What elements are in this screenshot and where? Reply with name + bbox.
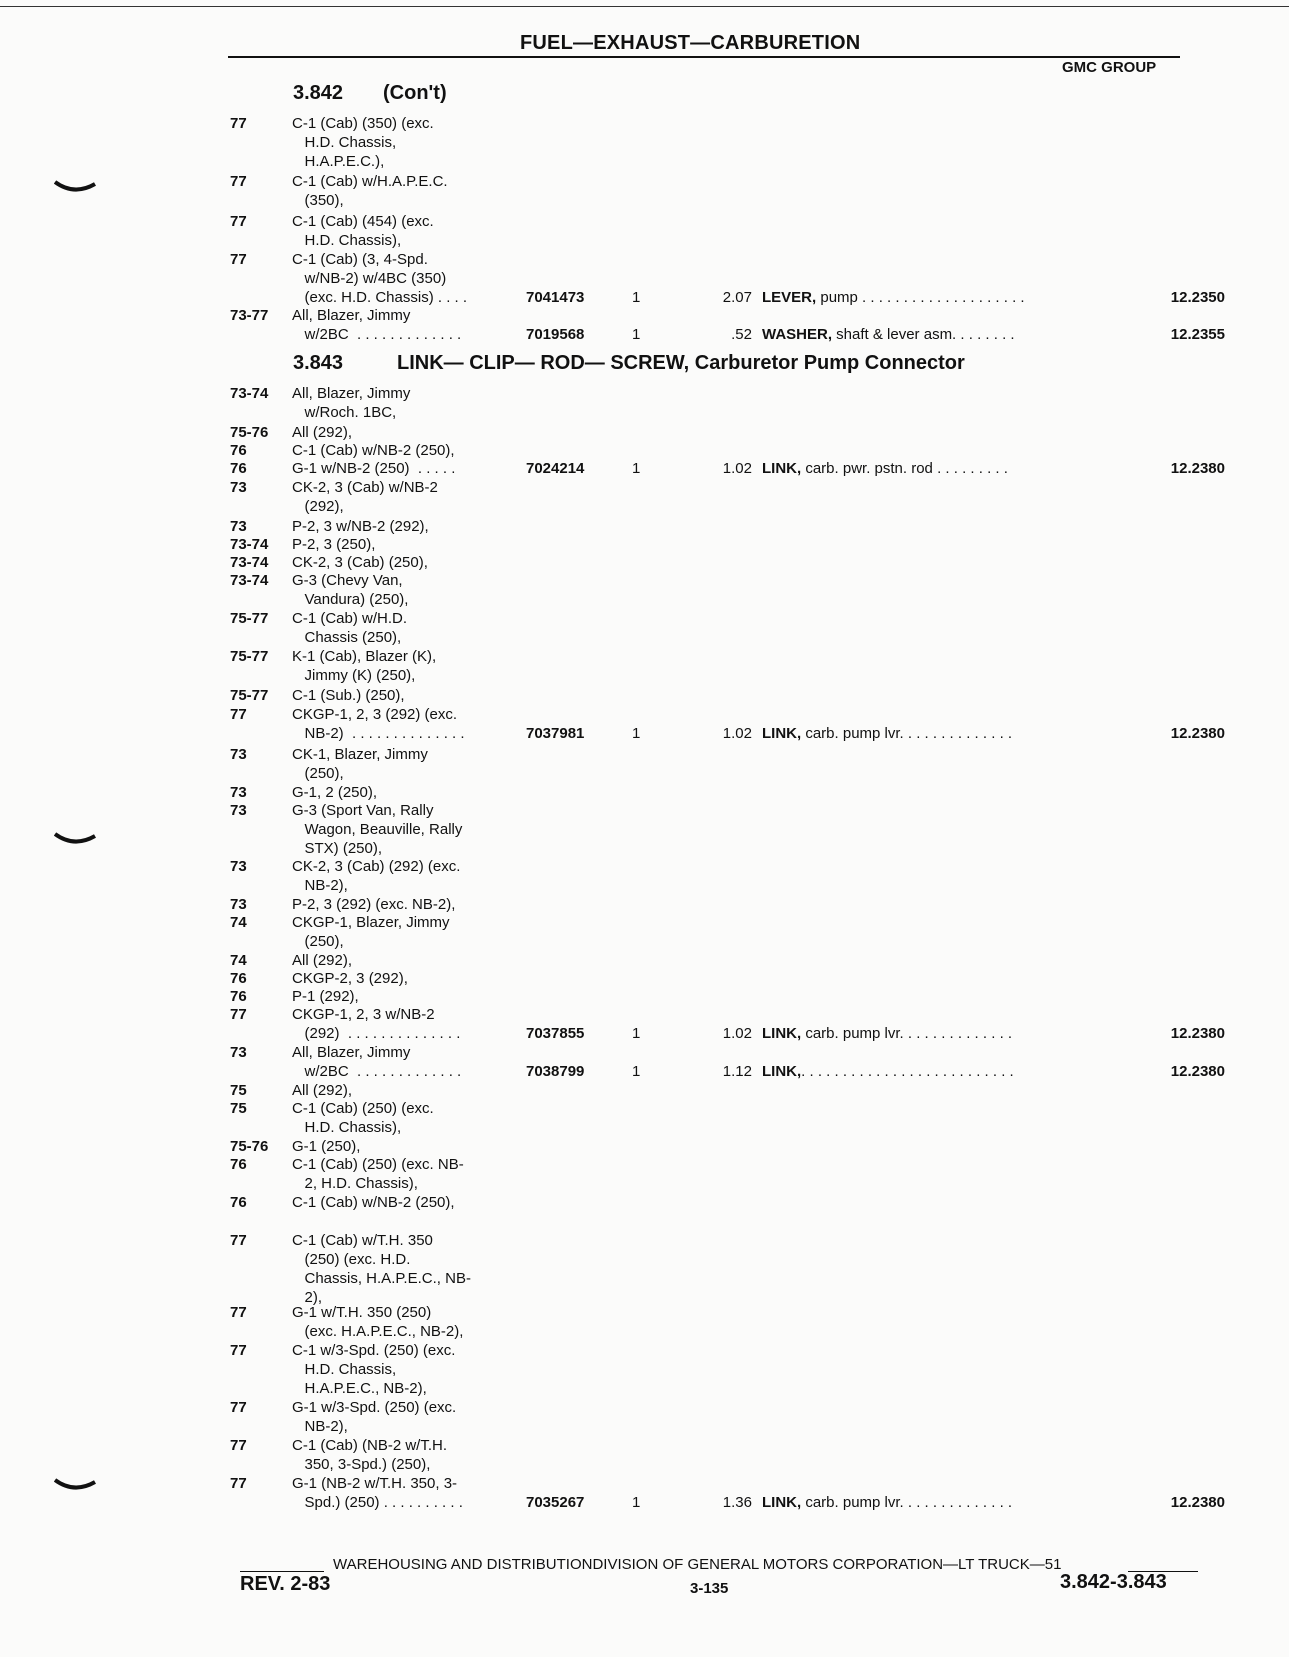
application-description: G-1 w/NB-2 (250) . . . . . [292, 460, 456, 477]
model-year: 77 [230, 173, 247, 190]
application-description: All (292), [292, 952, 353, 969]
quantity: 1 [632, 1025, 641, 1042]
application-description: C-1 (Cab) (3, 4-Spd. w/NB-2) w/4BC (350) (exc. H.D. Chassis) . . . . [292, 251, 468, 306]
application-description: C-1 w/3-Spd. (250) (exc. H.D. Chassis, H.A.P.E.C., NB-2), [292, 1342, 456, 1397]
price: 1.36 [722, 1494, 752, 1511]
model-year: 73 [230, 1044, 247, 1061]
part-detail: carb. pump lvr. . . . . . . . . . . . . . [801, 1494, 1013, 1511]
application-description: C-1 (Cab) (350) (exc. H.D. Chassis, H.A.P.E.C.), [292, 115, 434, 170]
application-description: All (292), [292, 424, 353, 441]
model-year: 77 [230, 1304, 247, 1321]
price: 1.02 [722, 1025, 752, 1042]
model-year: 73 [230, 784, 247, 801]
revision-label: REV. 2-83 [240, 1573, 331, 1595]
model-year: 75-77 [230, 687, 269, 704]
section-title: (Con't) [383, 82, 447, 104]
section-number: 3.842 [293, 82, 344, 104]
model-year: 77 [230, 1006, 247, 1023]
model-year: 77 [230, 1399, 247, 1416]
application-description: G-1 (250), [292, 1138, 361, 1155]
model-year: 76 [230, 442, 247, 459]
application-description: G-3 (Chevy Van, Vandura) (250), [292, 572, 409, 608]
application-description: All, Blazer, Jimmy w/2BC . . . . . . . . . . . . . [292, 1044, 462, 1080]
price: 1.12 [722, 1063, 752, 1080]
model-year: 76 [230, 988, 247, 1005]
part-number: 7038799 [526, 1063, 585, 1080]
application-description: CKGP-1, 2, 3 (292) (exc. NB-2) . . . . . . . . . . . . . . [292, 706, 465, 742]
application-description: All, Blazer, Jimmy w/2BC . . . . . . . . . . . . . [292, 307, 462, 343]
application-description: C-1 (Cab) w/NB-2 (250), [292, 442, 455, 459]
price: 1.02 [722, 460, 752, 477]
part-number: 7024214 [526, 460, 585, 477]
model-year: 73-74 [230, 536, 269, 553]
model-year: 74 [230, 914, 247, 931]
quantity: 1 [632, 1494, 641, 1511]
model-year: 77 [230, 213, 247, 230]
model-year: 75 [230, 1082, 247, 1099]
quantity: 1 [632, 460, 641, 477]
section-number: 3.843 [293, 352, 344, 374]
application-description: G-3 (Sport Van, Rally Wagon, Beauville, Rally STX) (250), [292, 802, 463, 857]
part-description [762, 288, 1025, 307]
model-year: 77 [230, 706, 247, 723]
model-year: 75 [230, 1100, 247, 1117]
quantity: 1 [632, 725, 641, 742]
price: 2.07 [722, 289, 752, 306]
part-name: LINK, [762, 460, 802, 477]
model-year: 73 [230, 479, 247, 496]
part-detail: shaft & lever asm. . . . . . . . [832, 326, 1015, 343]
application-description: P-2, 3 (292) (exc. NB-2), [292, 896, 456, 913]
part-name: LINK, [762, 1063, 802, 1080]
model-year: 75-76 [230, 1138, 269, 1155]
price: 1.02 [722, 725, 752, 742]
application-description: C-1 (Sub.) (250), [292, 687, 405, 704]
model-year: 73-74 [230, 385, 269, 402]
model-year: 77 [230, 1232, 247, 1249]
group-number: 12.2380 [1170, 460, 1225, 477]
model-year: 76 [230, 970, 247, 987]
part-number: 7019568 [526, 326, 585, 343]
application-description: P-1 (292), [292, 988, 359, 1005]
page-title: FUEL—EXHAUST—CARBURETION [520, 32, 861, 54]
model-year: 73-74 [230, 572, 269, 589]
top-rule [0, 6, 1289, 7]
part-name: LINK, [762, 1494, 802, 1511]
model-year: 76 [230, 1156, 247, 1173]
part-detail: carb. pump lvr. . . . . . . . . . . . . . [801, 1025, 1013, 1042]
application-description: CK-1, Blazer, Jimmy (250), [292, 746, 428, 782]
application-description: CKGP-1, 2, 3 w/NB-2 (292) . . . . . . . . . . . . . . [292, 1006, 461, 1042]
footer-text: WAREHOUSING AND DISTRIBUTIONDIVISION OF GENERAL MOTORS CORPORATION—LT TRUCK—51 [333, 1556, 1062, 1573]
model-year: 75-77 [230, 648, 269, 665]
part-name: LEVER, [762, 289, 817, 306]
application-description: C-1 (Cab) w/NB-2 (250), [292, 1194, 455, 1211]
model-year: 73 [230, 518, 247, 535]
application-description: G-1 (NB-2 w/T.H. 350, 3- Spd.) (250) . . . . . . . . . . [292, 1475, 463, 1511]
application-description: P-2, 3 w/NB-2 (292), [292, 518, 429, 535]
part-number: 7041473 [526, 289, 585, 306]
application-description: CK-2, 3 (Cab) (292) (exc. NB-2), [292, 858, 461, 894]
model-year: 73 [230, 746, 247, 763]
part-detail: pump . . . . . . . . . . . . . . . . . . . . [816, 289, 1025, 306]
part-description [762, 459, 1008, 478]
quantity: 1 [632, 1063, 641, 1080]
model-year: 77 [230, 1475, 247, 1492]
application-description: P-2, 3 (250), [292, 536, 376, 553]
part-number: 7037855 [526, 1025, 585, 1042]
group-number: 12.2380 [1170, 1025, 1225, 1042]
section-heading [293, 82, 447, 105]
binder-hole-mark [54, 1478, 96, 1492]
part-detail: carb. pwr. pstn. rod . . . . . . . . . [801, 460, 1008, 477]
application-description: C-1 (Cab) (NB-2 w/T.H. 350, 3-Spd.) (250), [292, 1437, 448, 1473]
model-year: 74 [230, 952, 247, 969]
model-year: 77 [230, 251, 247, 268]
model-year: 77 [230, 115, 247, 132]
model-year: 75-76 [230, 424, 269, 441]
part-description [762, 1024, 1012, 1043]
model-year: 76 [230, 1194, 247, 1211]
model-year: 76 [230, 460, 247, 477]
part-name: LINK, [762, 1025, 802, 1042]
quantity: 1 [632, 326, 641, 343]
model-year: 73 [230, 896, 247, 913]
part-detail: . . . . . . . . . . . . . . . . . . . . . . . . . . [801, 1063, 1014, 1080]
binder-hole-mark [54, 832, 96, 846]
page-number: 3-135 [690, 1580, 729, 1597]
part-description [762, 1493, 1012, 1512]
application-description: C-1 (Cab) (250) (exc. H.D. Chassis), [292, 1100, 434, 1136]
application-description: C-1 (Cab) w/H.A.P.E.C. (350), [292, 173, 448, 209]
application-description: CK-2, 3 (Cab) (250), [292, 554, 428, 571]
model-year: 73 [230, 802, 247, 819]
section-heading [293, 352, 965, 375]
application-description: CK-2, 3 (Cab) w/NB-2 (292), [292, 479, 438, 515]
model-year: 73-74 [230, 554, 269, 571]
group-label: GMC GROUP [1062, 59, 1157, 76]
part-name: WASHER, [762, 326, 833, 343]
section-title: LINK— CLIP— ROD— SCREW, Carburetor Pump Connector [397, 352, 965, 374]
price: .52 [731, 326, 752, 343]
group-number: 12.2380 [1170, 1063, 1225, 1080]
model-year: 73 [230, 858, 247, 875]
model-year: 75-77 [230, 610, 269, 627]
application-description: G-1 w/T.H. 350 (250) (exc. H.A.P.E.C., NB-2), [292, 1304, 464, 1340]
part-name: LINK, [762, 725, 802, 742]
application-description: K-1 (Cab), Blazer (K), Jimmy (K) (250), [292, 648, 437, 684]
group-number: 12.2380 [1170, 1494, 1225, 1511]
application-description: C-1 (Cab) (454) (exc. H.D. Chassis), [292, 213, 434, 249]
model-year: 77 [230, 1437, 247, 1454]
quantity: 1 [632, 289, 641, 306]
application-description: CKGP-1, Blazer, Jimmy (250), [292, 914, 450, 950]
group-number: 12.2355 [1170, 326, 1225, 343]
header-rule [228, 56, 1180, 58]
application-description: G-1 w/3-Spd. (250) (exc. NB-2), [292, 1399, 457, 1435]
application-description: CKGP-2, 3 (292), [292, 970, 408, 987]
section-range: 3.842-3.843 [1060, 1571, 1167, 1593]
application-description: All, Blazer, Jimmy w/Roch. 1BC, [292, 385, 411, 421]
part-description [762, 724, 1012, 743]
footer-rule-left [240, 1571, 324, 1572]
part-number: 7037981 [526, 725, 585, 742]
binder-hole-mark [54, 180, 96, 194]
part-number: 7035267 [526, 1494, 585, 1511]
application-description: C-1 (Cab) w/T.H. 350 (250) (exc. H.D. Chassis, H.A.P.E.C., NB- 2), [292, 1232, 471, 1306]
application-description: C-1 (Cab) (250) (exc. NB- 2, H.D. Chassis), [292, 1156, 464, 1192]
application-description: All (292), [292, 1082, 353, 1099]
part-detail: carb. pump lvr. . . . . . . . . . . . . . [801, 725, 1013, 742]
group-number: 12.2380 [1170, 725, 1225, 742]
model-year: 73-77 [230, 307, 269, 324]
part-description [762, 325, 1015, 344]
part-description [762, 1062, 1014, 1081]
application-description: C-1 (Cab) w/H.D. Chassis (250), [292, 610, 408, 646]
group-number: 12.2350 [1170, 289, 1225, 306]
model-year: 77 [230, 1342, 247, 1359]
application-description: G-1, 2 (250), [292, 784, 378, 801]
